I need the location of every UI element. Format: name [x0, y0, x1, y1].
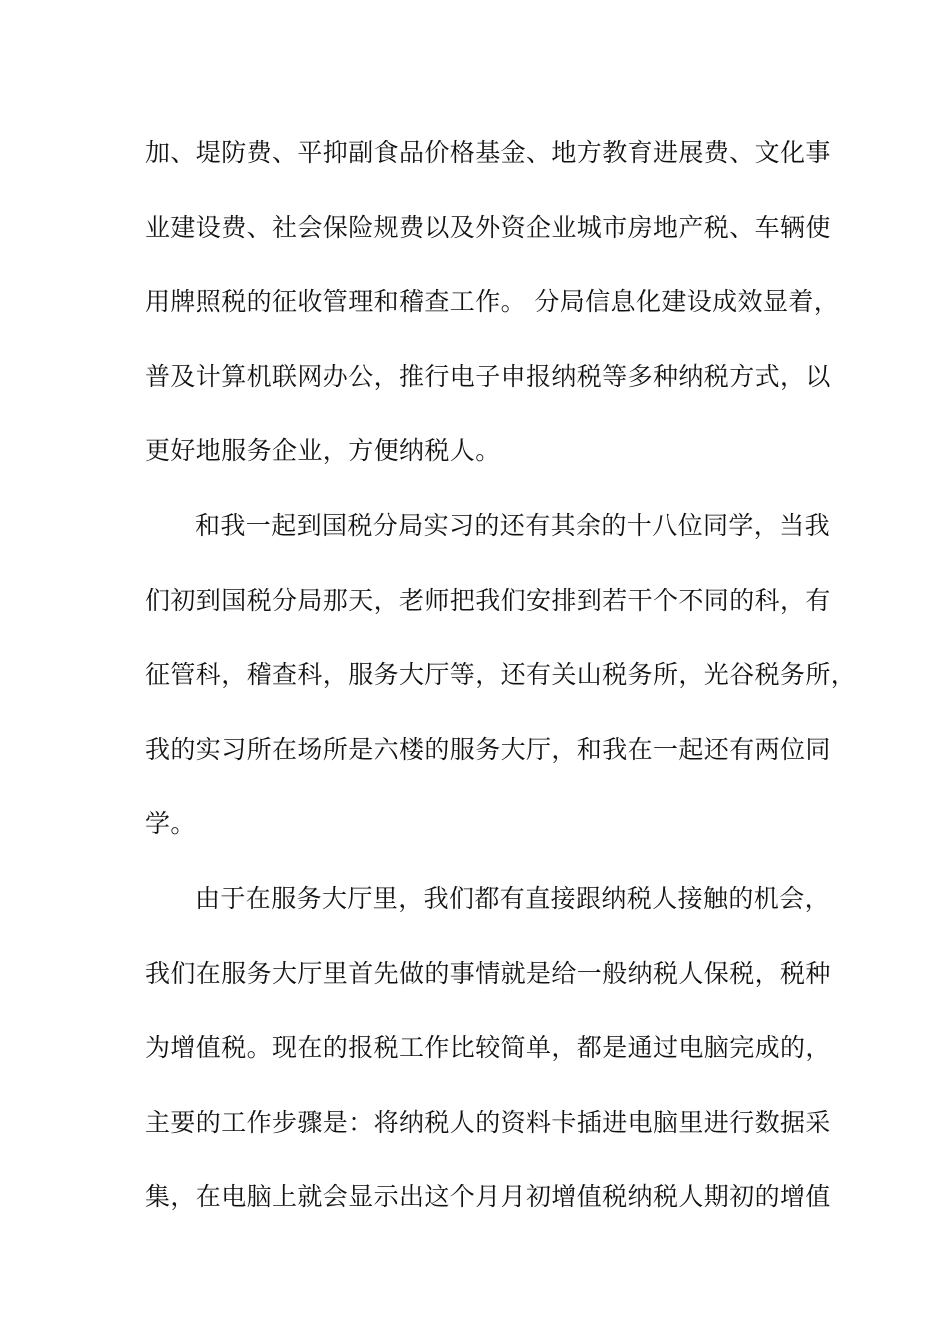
text-line: 征管科，稽查科，服务大厅等，还有关山税务所，光谷税务所，	[145, 660, 857, 690]
paragraph-start-line: 由于在服务大厅里，我们都有直接跟纳税人接触的机会，	[195, 883, 831, 913]
text-line: 我的实习所在场所是六楼的服务大厅，和我在一起还有两位同	[145, 734, 831, 764]
text-line: 们初到国税分局那天，老师把我们安排到若干个不同的科，有	[145, 585, 831, 615]
text-line: 用牌照税的征收管理和稽查工作。 分局信息化建设成效显着，	[145, 287, 840, 317]
text-line: 集，在电脑上就会显示出这个月月初增值税纳税人期初的增值	[145, 1182, 831, 1212]
text-line: 学。	[145, 809, 196, 839]
text-line: 为增值税。现在的报税工作比较简单，都是通过电脑完成的，	[145, 1033, 831, 1063]
document-body	[145, 129, 857, 1248]
text-line: 业建设费、社会保险规费以及外资企业城市房地产税、车辆使	[145, 212, 831, 242]
text-line: 加、堤防费、平抑副食品价格基金、地方教育进展费、文化事	[145, 138, 831, 167]
text-line: 我们在服务大厅里首先做的事情就是给一般纳税人保税，税种	[145, 958, 831, 988]
paragraph-start-line: 和我一起到国税分局实习的还有其余的十八位同学，当我	[195, 510, 831, 540]
text-line: 普及计算机联网办公，推行电子申报纳税等多种纳税方式，以	[145, 361, 831, 391]
text-line: 更好地服务企业，方便纳税人。	[145, 436, 501, 466]
text-line: 主要的工作步骤是：将纳税人的资料卡插进电脑里进行数据采	[145, 1107, 831, 1137]
